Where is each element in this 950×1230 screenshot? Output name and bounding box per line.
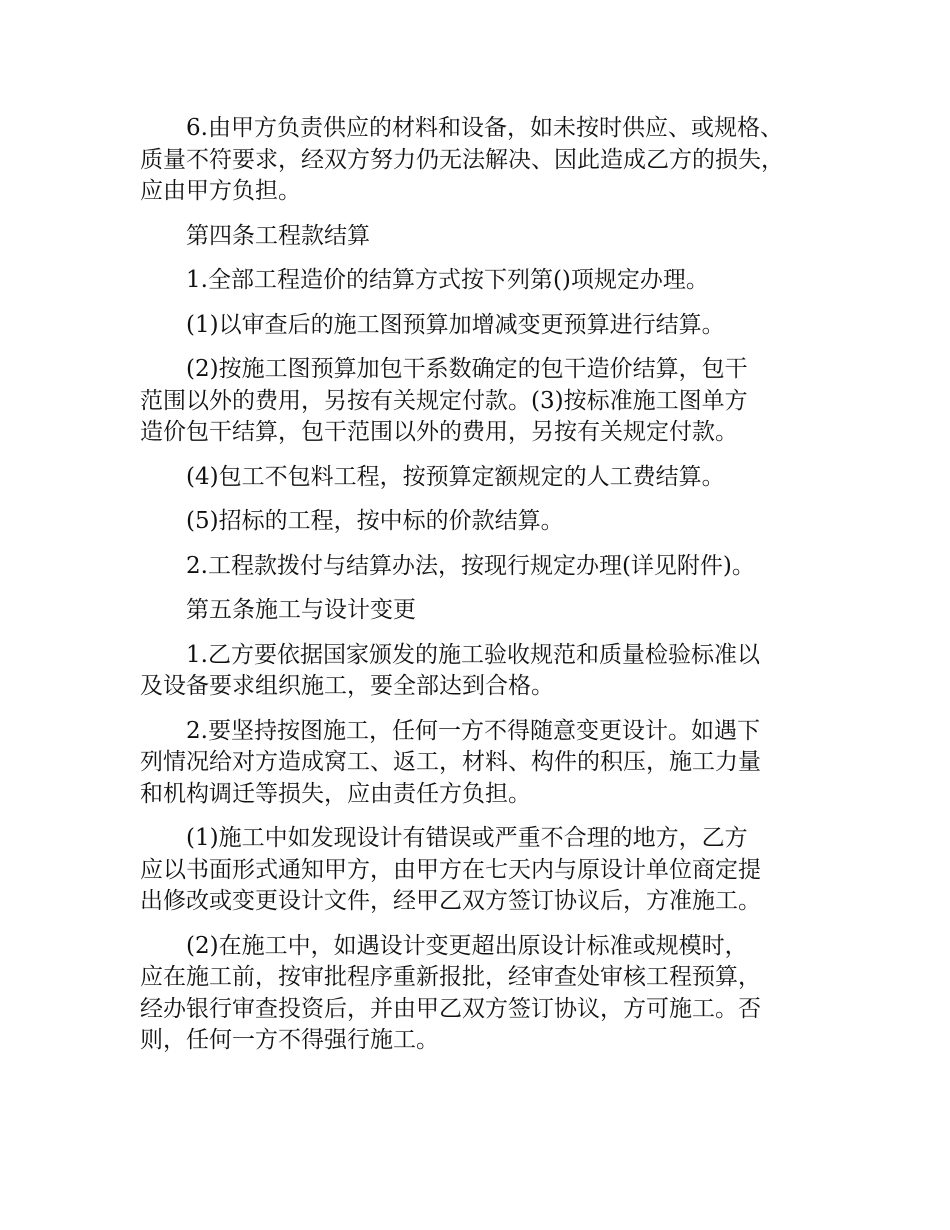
text-line: 1.乙方要依据国家颁发的施工验收规范和质量检验标准以 bbox=[186, 641, 760, 668]
text-line: (2)按施工图预算加包干系数确定的包干造价结算，包干 bbox=[186, 356, 748, 382]
paragraph-payment-method bbox=[140, 551, 830, 583]
document-page bbox=[140, 113, 830, 1070]
text-line: 2.要坚持按图施工，任何一方不得随意变更设计。如遇下 bbox=[186, 717, 760, 744]
paragraph-option-4 bbox=[140, 462, 830, 494]
text-line: 范围以外的费用，另按有关规定付款。(3)按标准施工图单方 bbox=[140, 387, 748, 414]
paragraph-material-supply bbox=[140, 113, 830, 208]
text-line: (2)在施工中，如遇设计变更超出原设计标准或规模时， bbox=[186, 932, 748, 959]
text-line: (5)招标的工程，按中标的价款结算。 bbox=[186, 508, 564, 534]
text-line: 质量不符要求，经双方努力仍无法解决、因此造成乙方的损失， bbox=[140, 146, 784, 173]
text-line: (1)施工中如发现设计有错误或严重不合理的地方，乙方 bbox=[186, 825, 748, 851]
text-line: 造价包干结算，包干范围以外的费用，另按有关规定付款。 bbox=[140, 419, 738, 445]
text-line: 应在施工前，按审批程序重新报批，经审查处审核工程预算， bbox=[140, 964, 761, 990]
heading-text: 第五条施工与设计变更 bbox=[186, 597, 416, 623]
text-line: 则，任何一方不得强行施工。 bbox=[140, 1027, 439, 1053]
section-heading-article-4 bbox=[140, 221, 830, 253]
text-line: (1)以审查后的施工图预算加增减变更预算进行结算。 bbox=[186, 311, 725, 338]
text-line: 出修改或变更设计文件，经甲乙双方签订协议后，方准施工。 bbox=[140, 888, 761, 914]
heading-text: 第四条工程款结算 bbox=[186, 222, 370, 249]
text-line: 2.工程款拨付与结算办法，按现行规定办理(详见附件)。 bbox=[186, 552, 755, 579]
paragraph-design-changes bbox=[140, 716, 830, 811]
text-line: 应以书面形式通知甲方，由甲方在七天内与原设计单位商定提 bbox=[140, 856, 761, 883]
section-heading-article-5 bbox=[140, 595, 830, 627]
text-line: (4)包工不包料工程，按预算定额规定的人工费结算。 bbox=[186, 463, 725, 490]
paragraph-design-exceeds-standard bbox=[140, 931, 830, 1057]
text-line: 列情况给对方造成窝工、返工，材料、构件的积压，施工力量 bbox=[140, 749, 761, 775]
text-line: 和机构调迁等损失，应由责任方负担。 bbox=[140, 780, 531, 807]
text-line: 6.由甲方负责供应的材料和设备，如未按时供应、或规格、 bbox=[186, 115, 783, 141]
paragraph-option-5 bbox=[140, 506, 830, 538]
paragraph-construction-standards bbox=[140, 640, 830, 703]
paragraph-design-error bbox=[140, 823, 830, 918]
paragraph-settlement-method bbox=[140, 265, 830, 297]
text-line: 应由甲方负担。 bbox=[140, 178, 301, 204]
text-line: 及设备要求组织施工，要全部达到合格。 bbox=[140, 673, 554, 699]
text-line: 1.全部工程造价的结算方式按下列第()项规定办理。 bbox=[186, 267, 709, 293]
paragraph-option-1 bbox=[140, 310, 830, 342]
paragraph-option-2-3 bbox=[140, 354, 830, 449]
text-line: 经办银行审查投资后，并由甲乙双方签订协议，方可施工。否 bbox=[140, 995, 761, 1022]
